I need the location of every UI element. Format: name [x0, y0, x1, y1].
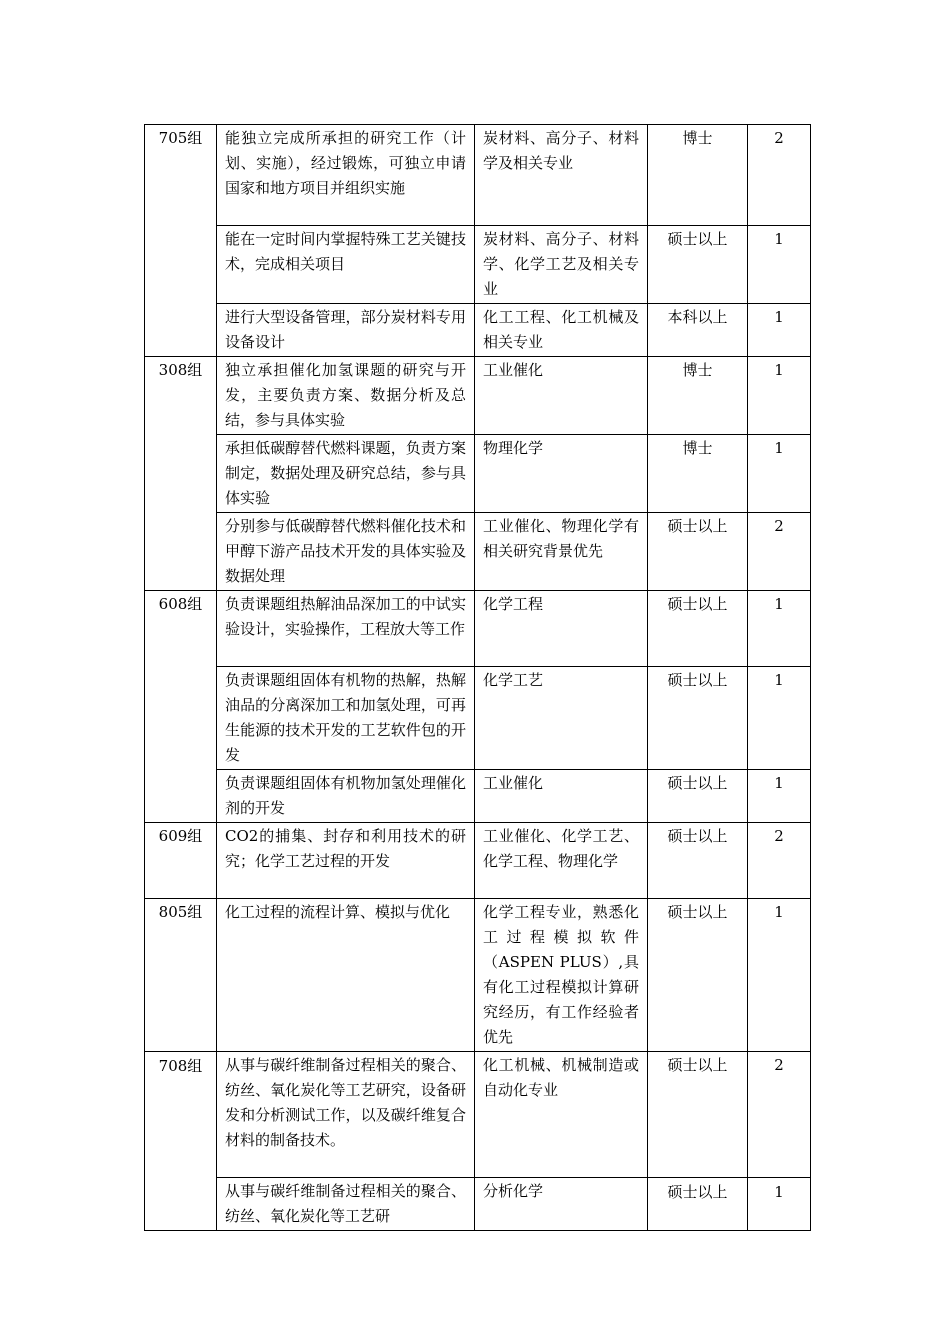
headcount-cell: 1: [748, 357, 811, 435]
major-cell: 化学工艺: [475, 667, 648, 770]
headcount-cell: 2: [748, 125, 811, 226]
headcount-cell: 1: [748, 226, 811, 304]
group-name-cell: 705组: [145, 125, 217, 357]
major-cell: 化学工程: [475, 591, 648, 667]
degree-cell: 本科以上: [648, 304, 748, 357]
major-cell: 炭材料、高分子、材料学及相关专业: [475, 125, 648, 226]
major-cell: 炭材料、高分子、材料学、化学工艺及相关专业: [475, 226, 648, 304]
duty-cell: 进行大型设备管理，部分炭材料专用设备设计: [217, 304, 475, 357]
table-row: [145, 1052, 811, 1178]
major-cell: 工业催化: [475, 357, 648, 435]
degree-cell: 硕士以上: [648, 591, 748, 667]
duty-cell: 承担低碳醇替代燃料课题，负责方案制定，数据处理及研究总结，参与具体实验: [217, 435, 475, 513]
group-name-cell: 609组: [145, 823, 217, 899]
table-row: [145, 823, 811, 899]
table-row: [145, 125, 811, 226]
table-row: [145, 1178, 811, 1231]
duty-cell: CO2的捕集、封存和利用技术的研究；化学工艺过程的开发: [217, 823, 475, 899]
major-cell: 化工机械、机械制造或自动化专业: [475, 1052, 648, 1178]
duty-cell: 负责课题组固体有机物加氢处理催化剂的开发: [217, 770, 475, 823]
major-cell: 物理化学: [475, 435, 648, 513]
headcount-cell: 2: [748, 513, 811, 591]
headcount-cell: 1: [748, 667, 811, 770]
degree-cell: 硕士以上: [648, 513, 748, 591]
duty-cell: 独立承担催化加氢课题的研究与开发，主要负责方案、数据分析及总结，参与具体实验: [217, 357, 475, 435]
degree-cell: 博士: [648, 125, 748, 226]
duty-cell: 分别参与低碳醇替代燃料催化技术和甲醇下游产品技术开发的具体实验及数据处理: [217, 513, 475, 591]
duty-cell: 从事与碳纤维制备过程相关的聚合、纺丝、氧化炭化等工艺研: [217, 1178, 475, 1231]
recruitment-table: [144, 124, 811, 1231]
duty-cell: 负责课题组固体有机物的热解，热解油品的分离深加工和加氢处理，可再生能源的技术开发的工艺软件包的开发: [217, 667, 475, 770]
table-row: [145, 357, 811, 435]
degree-cell: 硕士以上: [648, 1178, 748, 1231]
major-cell: 工业催化、物理化学有相关研究背景优先: [475, 513, 648, 591]
duty-cell: 从事与碳纤维制备过程相关的聚合、纺丝、氧化炭化等工艺研究，设备研发和分析测试工作，以及碳纤维复合材料的制备技术。: [217, 1052, 475, 1178]
degree-cell: 硕士以上: [648, 823, 748, 899]
table-row: [145, 591, 811, 667]
major-cell: 工业催化: [475, 770, 648, 823]
table-row: [145, 435, 811, 513]
table-row: [145, 513, 811, 591]
headcount-cell: 1: [748, 591, 811, 667]
duty-cell: 能在一定时间内掌握特殊工艺关键技术，完成相关项目: [217, 226, 475, 304]
major-cell: 化学工程专业，熟悉化工过程模拟软件（ASPEN PLUS）,具有化工过程模拟计算研究经历，有工作经验者优先: [475, 899, 648, 1052]
group-name-cell: 608组: [145, 591, 217, 823]
degree-cell: 博士: [648, 435, 748, 513]
table-row: [145, 667, 811, 770]
group-name-cell: 308组: [145, 357, 217, 591]
degree-cell: 硕士以上: [648, 226, 748, 304]
duty-cell: 化工过程的流程计算、模拟与优化: [217, 899, 475, 1052]
duty-cell: 负责课题组热解油品深加工的中试实验设计，实验操作，工程放大等工作: [217, 591, 475, 667]
degree-cell: 硕士以上: [648, 667, 748, 770]
degree-cell: 博士: [648, 357, 748, 435]
headcount-cell: 1: [748, 770, 811, 823]
degree-cell: 硕士以上: [648, 899, 748, 1052]
headcount-cell: 1: [748, 899, 811, 1052]
headcount-cell: 1: [748, 435, 811, 513]
group-name-cell: 708组: [145, 1052, 217, 1231]
table-row: [145, 304, 811, 357]
table-row: [145, 770, 811, 823]
duty-cell: 能独立完成所承担的研究工作（计划、实施），经过锻炼，可独立申请国家和地方项目并组织实施: [217, 125, 475, 226]
headcount-cell: 2: [748, 1052, 811, 1178]
major-cell: 分析化学: [475, 1178, 648, 1231]
group-name-cell: 805组: [145, 899, 217, 1052]
table-row: [145, 899, 811, 1052]
table-row: [145, 226, 811, 304]
degree-cell: 硕士以上: [648, 770, 748, 823]
degree-cell: 硕士以上: [648, 1052, 748, 1178]
major-cell: 工业催化、化学工艺、化学工程、物理化学: [475, 823, 648, 899]
major-cell: 化工工程、化工机械及相关专业: [475, 304, 648, 357]
headcount-cell: 1: [748, 304, 811, 357]
headcount-cell: 1: [748, 1178, 811, 1231]
headcount-cell: 2: [748, 823, 811, 899]
